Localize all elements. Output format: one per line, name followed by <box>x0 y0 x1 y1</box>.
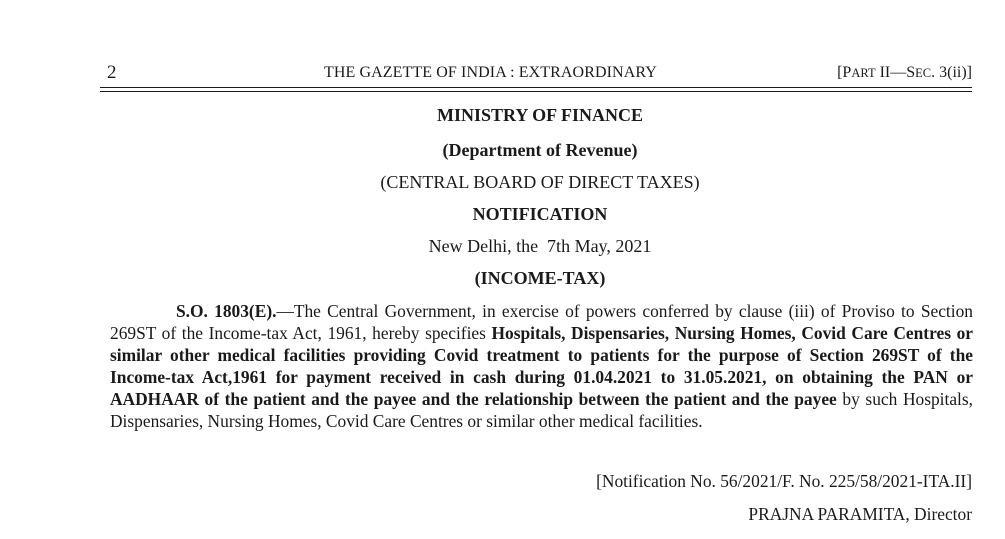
header-rule-top <box>100 87 972 88</box>
board-heading: (CENTRAL BOARD OF DIRECT TAXES) <box>380 172 700 192</box>
header-rule-bottom <box>100 91 972 92</box>
page-number: 2 <box>107 62 117 83</box>
notification-reference: [Notification No. 56/2021/F. No. 225/58/2021-ITA.II] <box>596 471 972 491</box>
so-number: S.O. 1803(E). <box>176 301 277 321</box>
ministry-heading: MINISTRY OF FINANCE <box>436 105 644 125</box>
gazette-title: THE GAZETTE OF INDIA : EXTRAORDINARY <box>324 64 657 81</box>
department-heading: (Department of Revenue) <box>442 140 638 160</box>
body-text-bold: Hospitals, Dispensaries, Nursing Homes, Covid Care Centres or similar other medical facilities providing Covid treatment to patients for the purpose of Section 269ST of the Income-tax Act,1961 for payment received in cash during 01.04.2021 to 31.05.2021, on obtaining the PAN or AADHAAR of the patient and the payee and the relationship between the patient and the payee <box>110 323 974 410</box>
place-date: New Delhi, the 7th May, 2021 <box>428 236 652 256</box>
notification-body <box>110 300 973 433</box>
notification-heading: NOTIFICATION <box>472 204 608 224</box>
subject-heading: (INCOME-TAX) <box>474 268 606 288</box>
body-text-closing: by such Hospitals, Dispensaries, Nursing Homes, Covid Care Centres or similar other medical facilities. <box>110 389 973 432</box>
signatory: PRAJNA PARAMITA, Director <box>748 504 972 524</box>
part-section-label: [PART II—SEC. 3(ii)] <box>837 64 972 81</box>
gazette-header <box>100 62 972 84</box>
body-text-intro: —The Central Government, in exercise of powers conferred by clause (iii) of Proviso to Section 269ST of the Income-tax Act, 1961, hereby specifies <box>110 301 973 344</box>
